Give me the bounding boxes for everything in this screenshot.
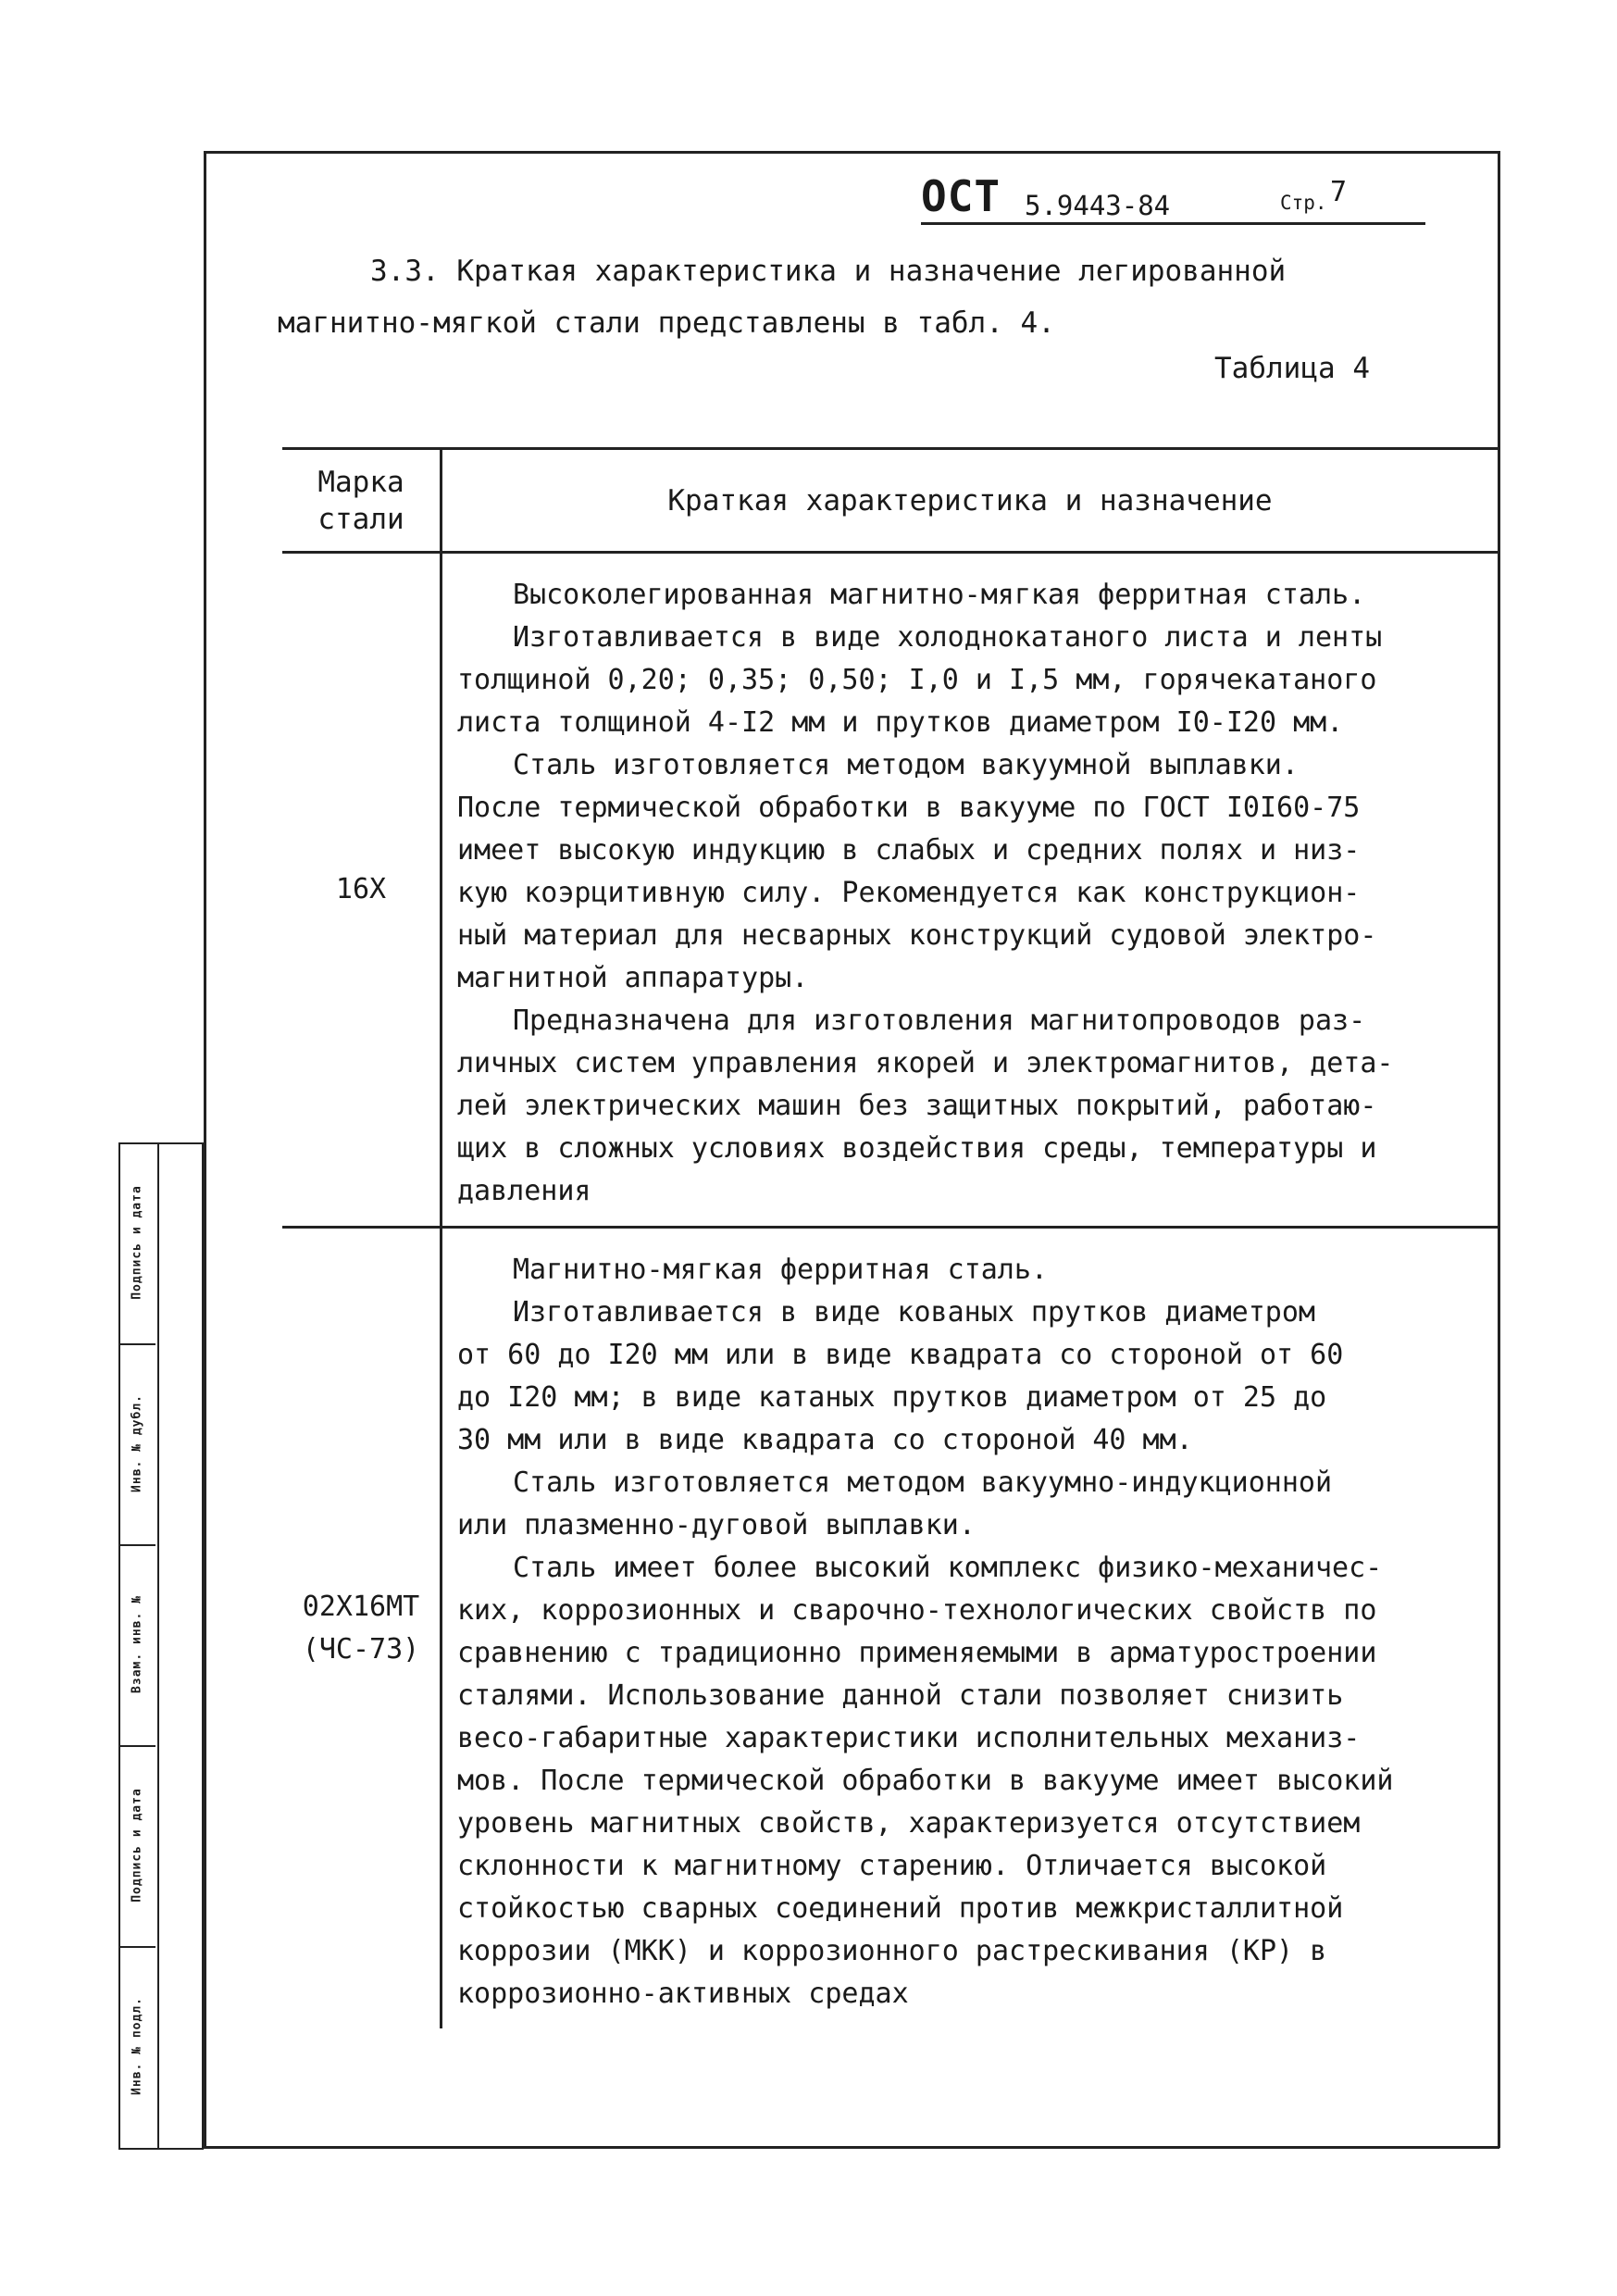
description-line: весо-габаритные характеристики исполнительных механиз- [457, 1722, 1361, 1754]
description-line: коррозии (МКК) и коррозионного растрескивания (КР) в [457, 1935, 1327, 1967]
description-line: имеет высокую индукцию в слабых и средних полях и низ- [457, 834, 1361, 867]
description-line: листа толщиной 4-I2 мм и прутков диаметром I0-I20 мм. [457, 706, 1344, 739]
description-line: склонности к магнитному старению. Отличается высокой [457, 1850, 1327, 1882]
description-line: ный материал для несварных конструкций судовой электро- [457, 919, 1377, 952]
standard-code: ОСТ [921, 171, 1001, 221]
table-row [282, 1228, 1498, 2029]
grade-cell [282, 1228, 442, 2029]
margin-label: Взам. инв. № [130, 1595, 144, 1693]
description-line: После термической обработки в вакууме по ГОСТ I0I60-75 [457, 792, 1361, 824]
description-line: 30 мм или в виде квадрата со стороной 40 мм. [457, 1424, 1193, 1456]
description-line: или плазменно-дуговой выплавки. [457, 1509, 976, 1541]
table-caption: Таблица 4 [1214, 352, 1370, 385]
margin-label: Инв. № подл. [130, 1997, 144, 2095]
intro-line-2: магнитно-мягкой стали представлены в табл. 4. [278, 306, 1055, 340]
description-line: личных систем управления якорей и электромагнитов, дета- [457, 1047, 1394, 1079]
margin-stamp-divider [118, 1745, 155, 1747]
page-label: Стр. [1280, 192, 1327, 214]
margin-stamp-divider [118, 1544, 155, 1546]
table-header-row [282, 449, 1498, 553]
frame-top-border [204, 151, 1499, 154]
margin-label: Инв. № дубл. [130, 1394, 144, 1492]
steel-table [282, 447, 1498, 2028]
description-line: лей электрических машин без защитных покрытий, работаю- [457, 1090, 1377, 1122]
frame-right-border [1498, 151, 1500, 2148]
margin-label: Подпись и дата [130, 1185, 144, 1300]
description-line: уровень магнитных свойств, характеризуется отсутствием [457, 1807, 1361, 1840]
margin-stamp [118, 1142, 204, 2148]
description-line: мов. После термической обработки в вакууме имеет высокий [457, 1765, 1394, 1797]
description-line: Изготавливается в виде кованых прутков диаметром [513, 1296, 1315, 1329]
grade-name: 02Х16МТ [302, 1591, 420, 1623]
description-line: толщиной 0,20; 0,35; 0,50; I,0 и I,5 мм, горячекатаного [457, 664, 1377, 696]
description-line: до I20 мм; в виде катаных прутков диаметром от 25 до [457, 1381, 1327, 1414]
description-line: Изготавливается в виде холоднокатаного листа и ленты [513, 621, 1383, 654]
table-row [282, 553, 1498, 1228]
grade-alt-name: (ЧС-73) [302, 1633, 420, 1666]
description-line: ких, коррозионных и сварочно-технологических свойств по [457, 1594, 1377, 1627]
stamp-underline [921, 222, 1425, 225]
description-line: Высоколегированная магнитно-мягкая ферритная сталь. [513, 579, 1366, 611]
header-grade-line2: стали [317, 502, 404, 536]
document-number: 5.9443-84 [1025, 190, 1171, 221]
description-line: Магнитно-мягкая ферритная сталь. [513, 1254, 1048, 1286]
margin-label: Подпись и дата [130, 1788, 144, 1903]
header-grade-cell [282, 449, 442, 553]
description-line: стойкостью сварных соединений против межкристаллитной [457, 1892, 1344, 1925]
description-line: сталями. Использование данной стали позволяет снизить [457, 1679, 1344, 1712]
grade-cell [282, 553, 442, 1228]
description-line: Сталь изготовляется методом вакуумно-индукционной [513, 1466, 1333, 1499]
header-grade-line1: Марка [317, 465, 404, 499]
description-line: коррозионно-активных средах [457, 1978, 909, 2010]
description-line: кую коэрцитивную силу. Рекомендуется как конструкцион- [457, 877, 1361, 909]
intro-paragraph [278, 245, 1407, 349]
margin-stamp-divider [118, 1343, 155, 1345]
margin-stamp-values-column [157, 1142, 204, 2150]
description-line: давления [457, 1175, 591, 1207]
description-line: магнитной аппаратуры. [457, 962, 809, 994]
frame-left-border [204, 151, 206, 2148]
description-line: Сталь изготовляется методом вакуумной выплавки. [513, 749, 1299, 781]
description-cell [442, 1228, 1499, 2029]
description-line: Предназначена для изготовления магнитопроводов раз- [513, 1004, 1366, 1037]
description-cell [442, 553, 1499, 1228]
header-description-cell: Краткая характеристика и назначение [442, 449, 1499, 553]
frame-bottom-border [204, 2146, 1499, 2149]
page-number: 7 [1330, 176, 1348, 208]
description-line: щих в сложных условиях воздействия среды, температуры и [457, 1132, 1377, 1165]
document-stamp [921, 171, 1425, 227]
description-line: от 60 до I20 мм или в виде квадрата со стороной от 60 [457, 1339, 1344, 1371]
description-line: Сталь имеет более высокий комплекс физико-механичес- [513, 1552, 1383, 1584]
intro-line-1: 3.3. Краткая характеристика и назначение легированной [370, 255, 1287, 288]
margin-stamp-divider [118, 1946, 155, 1948]
grade-name: 16Х [335, 873, 387, 905]
description-line: сравнению с традиционно применяемыми в арматуростроении [457, 1637, 1377, 1669]
